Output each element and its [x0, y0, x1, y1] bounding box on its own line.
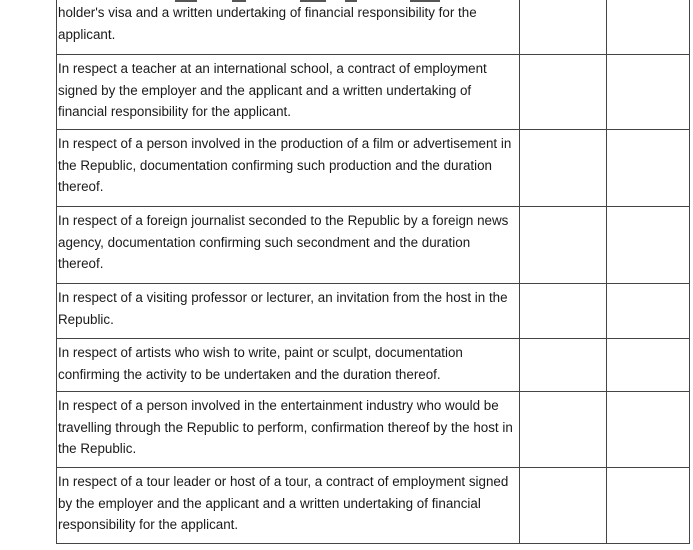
check-cell[interactable] — [520, 55, 607, 130]
requirement-text: In respect a teacher at an international school, a contract of employment signed by the employer and the applicant and a written undertaking of financial responsibility for the applicant. — [58, 61, 487, 119]
requirement-text: In respect of a person involved in the production of a film or advertisement in the Republic, documentation confirming such production and the duration thereof. — [58, 136, 512, 194]
check-cell[interactable] — [607, 130, 690, 207]
table-row — [57, 339, 690, 392]
check-cell[interactable] — [520, 0, 607, 55]
requirement-cell — [57, 392, 520, 468]
check-cell[interactable] — [607, 0, 690, 55]
requirement-cell — [57, 207, 520, 284]
table-row — [57, 468, 690, 544]
check-cell[interactable] — [607, 207, 690, 284]
check-cell[interactable] — [607, 468, 690, 544]
check-cell[interactable] — [607, 55, 690, 130]
requirement-text: In respect of a visiting professor or lecturer, an invitation from the host in the Republic. — [58, 290, 508, 327]
table-row — [57, 130, 690, 207]
requirement-cell — [57, 0, 520, 55]
requirement-cell — [57, 130, 520, 207]
requirement-cell — [57, 339, 520, 392]
check-cell[interactable] — [520, 339, 607, 392]
requirement-text: In respect of artists who wish to write, paint or sculpt, documentation confirming the activity to be undertaken and the duration thereof. — [58, 345, 463, 382]
requirement-text: In respect of a foreign journalist seconded to the Republic by a foreign news agency, documentation confirming such secondment and the duration thereof. — [58, 213, 509, 271]
requirement-cell — [57, 284, 520, 339]
requirement-cell — [57, 468, 520, 544]
requirement-text: holder's visa and a written undertaking of financial responsibility for the applicant. — [58, 5, 477, 42]
check-cell[interactable] — [607, 339, 690, 392]
check-cell[interactable] — [520, 468, 607, 544]
check-cell[interactable] — [607, 392, 690, 468]
check-cell[interactable] — [520, 130, 607, 207]
check-cell[interactable] — [520, 392, 607, 468]
requirement-text: In respect of a person involved in the entertainment industry who would be travelling through the Republic to perform, confirmation thereof by the host in the Republic. — [58, 398, 513, 456]
check-cell[interactable] — [607, 284, 690, 339]
table-row — [57, 392, 690, 468]
table-row — [57, 284, 690, 339]
check-cell[interactable] — [520, 284, 607, 339]
document-checklist-table — [56, 0, 690, 544]
check-cell[interactable] — [520, 207, 607, 284]
table-row — [57, 55, 690, 130]
table-row — [57, 207, 690, 284]
requirement-cell — [57, 55, 520, 130]
table-row — [57, 0, 690, 55]
requirement-text: In respect of a tour leader or host of a tour, a contract of employment signed by the employer and the applicant and a written undertaking of financial responsibility for the applicant. — [58, 474, 509, 532]
